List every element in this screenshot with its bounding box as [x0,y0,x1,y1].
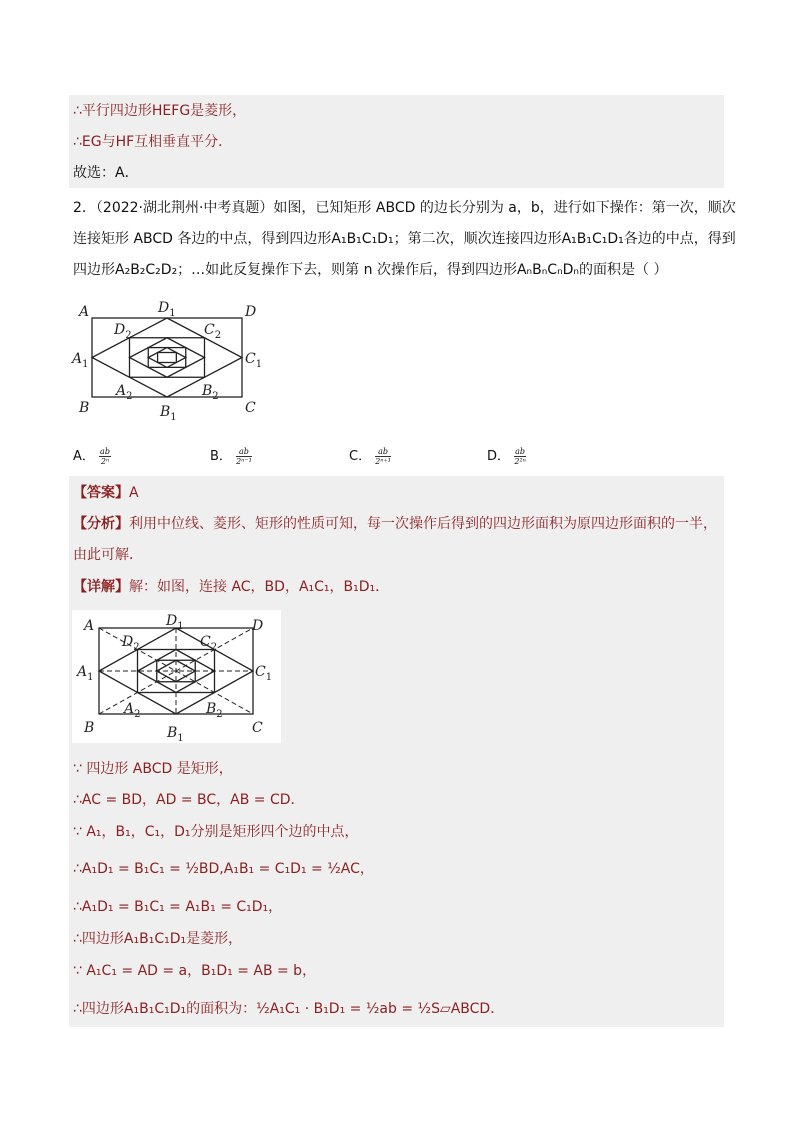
label-A1: $A_1$ [72,351,89,370]
svg-text:C: C [252,720,263,736]
svg-text:A: A [84,618,95,634]
rhombus-3 [148,348,186,368]
label-A: A [79,304,90,320]
option-a-fraction: $\frac{ab}{\text{2ⁿ}}$ [100,447,110,466]
answer-value: A [129,485,139,501]
svg-text:B1: $B_1$ [167,725,184,743]
question-line-3: 四边形A₂B₂C₂D₂；…如此反复操作下去，则第 n 次操作后，得到四边形AₙBₙCₙDₙ的面积是（ ） [73,262,668,278]
question-line-2: 连接矩形 ABCD 各边的中点，得到四边形A₁B₁C₁D₁；第二次，顺次连接四边形A₁B₁C₁D₁各边的中点，得到 [73,231,736,247]
step-5: ∴A₁D₁ = B₁C₁ = A₁B₁ = C₁D₁， [73,899,283,915]
label-D1: $D_1$ [158,300,176,319]
label-B1: $B_1$ [160,404,177,423]
step-3: ∵ A₁，B₁，C₁，D₁分别是矩形四个边的中点， [73,824,359,840]
option-b-label: B． [210,449,232,464]
label-B: B [79,400,90,416]
conclusion-rhombus: ∴平行四边形HEFG是菱形， [73,103,247,119]
svg-text:D: D [252,618,264,634]
rectangle-figure-1 [70,292,270,424]
answer-line [73,483,139,503]
analysis-tag: 【分析】 [73,516,129,532]
step-8: ∴四边形A₁B₁C₁D₁的面积为：½A₁C₁ · B₁D₁ = ½ab = ½S▱ABCD． [73,1001,505,1017]
conclusion-bisect: ∴EG与HF互相垂直平分． [73,134,233,150]
rhombus-2 [130,338,205,378]
option-d-label: D． [487,449,511,464]
step-7: ∵ A₁C₁ = AD = a，B₁D₁ = AB = b， [73,963,317,979]
option-b[interactable] [210,445,252,466]
analysis-line-1 [73,514,717,534]
analysis-text-1: 利用中位线、菱形、矩形的性质可知，每一次操作后得到的四边形面积为原四边形面积的一半， [129,516,717,532]
option-a-label: A． [73,449,95,464]
option-d[interactable] [487,445,526,466]
option-c[interactable] [349,445,391,466]
option-c-fraction: $\frac{ab}{\text{2ⁿ⁺¹}}$ [375,447,391,466]
label-C2: $C_2$ [204,322,222,341]
detail-tag: 【详解】 [73,579,129,595]
svg-text:B: B [84,720,95,736]
rectangle-figure-2 [72,610,281,743]
answer-tag: 【答案】 [73,485,129,501]
step-2: ∴AC = BD，AD = BC，AB = CD． [73,792,305,808]
svg-text:C1: $C_1$ [255,664,273,683]
svg-text:D1: $D_1$ [166,613,184,632]
label-D: D [245,304,257,320]
rect-4 [158,353,177,363]
step-1: ∵ 四边形 ABCD 是矩形， [73,761,233,777]
label-B2: $B_2$ [202,383,219,402]
option-d-fraction: $\frac{ab}{\text{2²ⁿ}}$ [514,447,526,466]
option-a[interactable] [73,445,111,466]
label-A2: $A_2$ [116,383,133,402]
rect-3 [148,348,186,368]
svg-text:C2: $C_2$ [200,634,218,653]
svg-text:A1: $A_1$ [77,664,94,683]
step-4: ∴A₁D₁ = B₁C₁ = ½BD,A₁B₁ = C₁D₁ = ½AC， [73,861,374,877]
label-C1: $C_1$ [245,351,263,370]
svg-text:B2: $B_2$ [206,701,223,720]
svg-text:A2: $A_2$ [124,701,141,720]
option-b-fraction: $\frac{ab}{\text{2ⁿ⁻¹}}$ [236,447,252,466]
rect-2 [130,338,205,378]
question-line-1: 2．（2022·湖北荆州·中考真题）如图，已知矩形 ABCD 的边长分别为 a，b，进行如下操作：第一次，顺次 [73,200,736,216]
label-C: C [245,400,256,416]
choose-answer: 故选：A． [73,165,139,181]
label-D2: $D_2$ [114,322,132,341]
svg-text:D2: $D_2$ [122,634,140,653]
option-c-label: C． [349,449,372,464]
detail-intro: 解：如图，连接 AC，BD，A₁C₁，B₁D₁． [129,579,390,595]
analysis-line-2: 由此可解． [73,547,143,563]
detail-line [73,577,389,597]
step-6: ∴四边形A₁B₁C₁D₁是菱形， [73,931,243,947]
